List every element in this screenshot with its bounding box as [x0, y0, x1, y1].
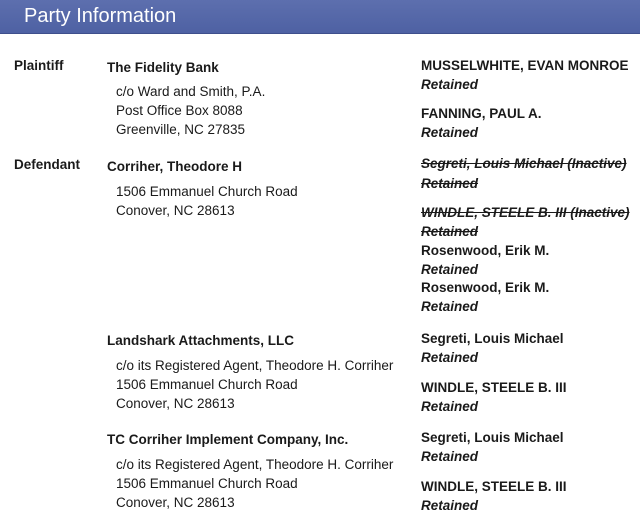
attorney-status: Retained — [421, 299, 479, 314]
section-header — [0, 0, 640, 34]
attorney-status-inactive: Retained — [421, 176, 479, 191]
section-title: Party Information — [24, 5, 177, 27]
address-line: Conover, NC 28613 — [116, 495, 235, 510]
attorney-name: FANNING, PAUL A. — [421, 106, 542, 121]
address-line: c/o Ward and Smith, P.A. — [116, 84, 266, 99]
attorney-name-inactive: Segreti, Louis Michael (Inactive) — [421, 156, 627, 171]
address-line: c/o its Registered Agent, Theodore H. Corriher — [116, 457, 394, 472]
attorney-name: Segreti, Louis Michael — [421, 331, 564, 346]
address-line: Greenville, NC 27835 — [116, 122, 246, 137]
address-line: 1506 Emmanuel Church Road — [116, 476, 298, 491]
attorney-status-inactive: Retained — [421, 224, 479, 239]
attorney-status: Retained — [421, 449, 479, 464]
party-role-plaintiff: Plaintiff — [14, 58, 64, 73]
attorney-status: Retained — [421, 125, 479, 140]
party-name: Landshark Attachments, LLC — [107, 333, 295, 348]
address-line: Post Office Box 8088 — [116, 103, 243, 118]
address-line: 1506 Emmanuel Church Road — [116, 377, 298, 392]
attorney-status: Retained — [421, 77, 479, 92]
attorney-name: Rosenwood, Erik M. — [421, 280, 550, 295]
party-name: The Fidelity Bank — [107, 60, 219, 75]
attorney-status: Retained — [421, 262, 479, 277]
party-role-defendant: Defendant — [14, 157, 81, 172]
attorney-name: WINDLE, STEELE B. III — [421, 380, 567, 395]
attorney-name: WINDLE, STEELE B. III — [421, 479, 567, 494]
party-name: TC Corriher Implement Company, Inc. — [107, 432, 349, 447]
attorney-name: Segreti, Louis Michael — [421, 430, 564, 445]
address-line: Conover, NC 28613 — [116, 396, 235, 411]
address-line: Conover, NC 28613 — [116, 203, 235, 218]
attorney-name: MUSSELWHITE, EVAN MONROE — [421, 58, 629, 73]
address-line: 1506 Emmanuel Church Road — [116, 184, 298, 199]
address-line: c/o its Registered Agent, Theodore H. Corriher — [116, 358, 394, 373]
attorney-name: Rosenwood, Erik M. — [421, 243, 550, 258]
attorney-status: Retained — [421, 350, 479, 365]
party-name: Corriher, Theodore H — [107, 159, 243, 174]
attorney-status: Retained — [421, 399, 479, 414]
attorney-status: Retained — [421, 498, 479, 513]
attorney-name-inactive: WINDLE, STEELE B. III (Inactive) — [421, 205, 630, 220]
